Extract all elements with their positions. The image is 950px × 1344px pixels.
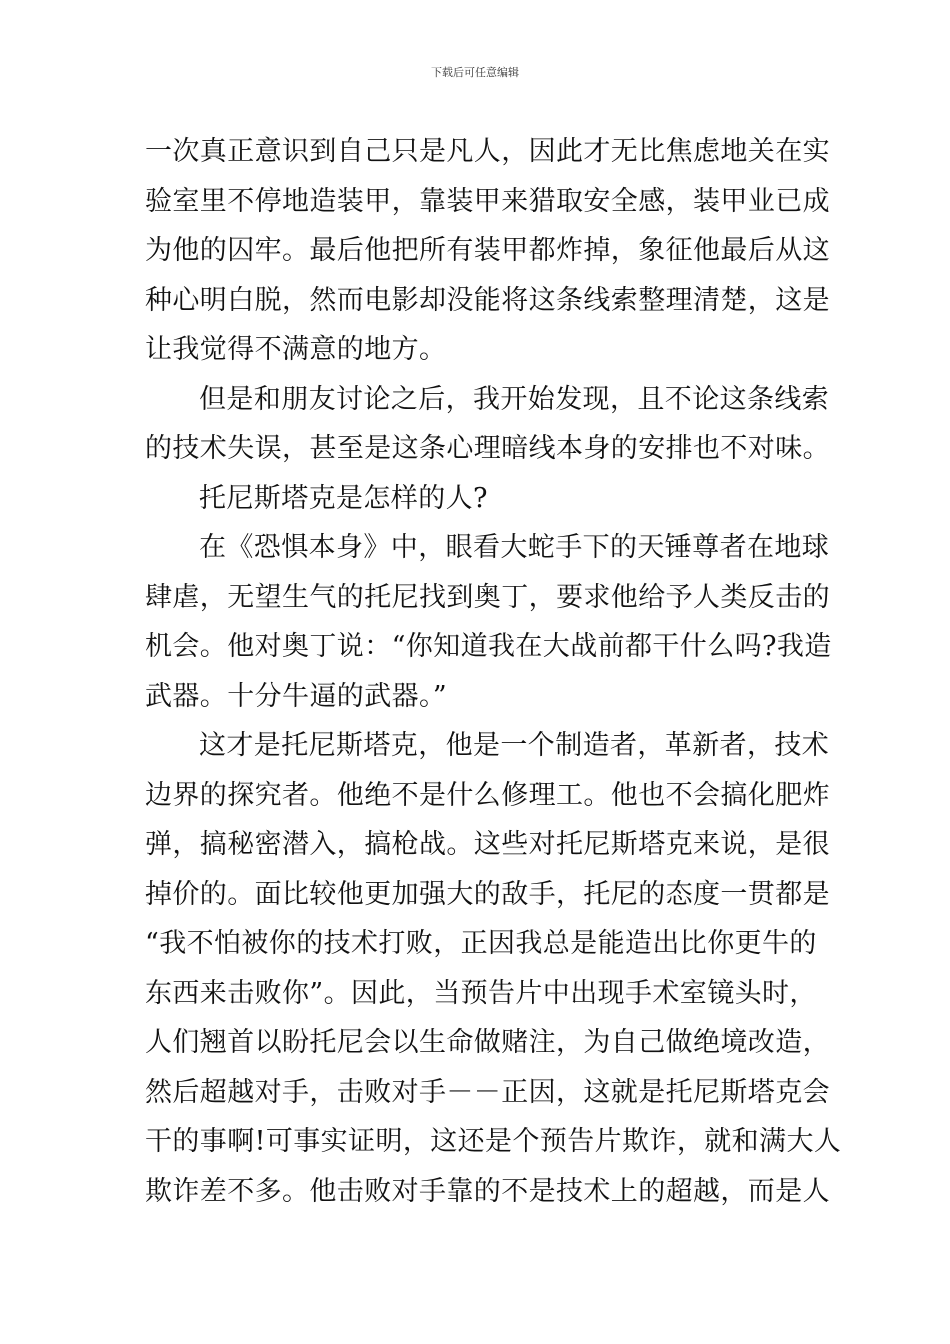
text-line: 武器。十分牛逼的武器。” <box>145 680 448 712</box>
text-line: 欺诈差不多。他击败对手靠的不是技术上的超越，而是人 <box>145 1175 830 1207</box>
text-line: 干的事啊!可事实证明，这还是个预告片欺诈，就和满大人 <box>145 1126 842 1157</box>
document-body <box>145 127 842 1216</box>
text-line: 一次真正意识到自己只是凡人，因此才无比焦虑地关在实 <box>145 136 830 167</box>
text-line: 人们翘首以盼托尼会以生命做赌注，为自己做绝境改造， <box>145 1027 830 1058</box>
text-line: 为他的囚牢。最后他把所有装甲都炸掉，象征他最后从这 <box>145 235 830 266</box>
page-header: 下载后可任意编辑 <box>431 66 519 79</box>
text-line: 然后超越对手，击败对手－－正因，这就是托尼斯塔克会 <box>145 1076 830 1108</box>
text-line: 弹，搞秘密潜入，搞枪战。这些对托尼斯塔克来说，是很 <box>145 829 830 860</box>
text-line: 让我觉得不满意的地方。 <box>145 334 447 365</box>
text-line: 掉价的。面比较他更加强大的敌手，托尼的态度一贯都是 <box>145 878 830 910</box>
text-line: 但是和朋友讨论之后，我开始发现，且不论这条线索 <box>199 383 830 415</box>
text-line: 这才是托尼斯塔克，他是一个制造者，革新者，技术 <box>199 730 830 761</box>
text-line: 在《恐惧本身》中，眼看大蛇手下的天锤尊者在地球 <box>199 532 830 563</box>
text-line: 验室里不停地造装甲，靠装甲来猎取安全感，装甲业已成 <box>145 185 830 217</box>
text-line: 的技术失误，甚至是这条心理暗线本身的安排也不对味。 <box>145 433 830 464</box>
text-line: 边界的探究者。他绝不是什么修理工。他也不会搞化肥炸 <box>145 779 830 811</box>
text-line: 机会。他对奥丁说：“你知道我在大战前都干什么吗?我造 <box>145 631 832 662</box>
text-line: 肆虐，无望生气的托尼找到奥丁，要求他给予人类反击的 <box>145 581 830 613</box>
text-line: 种心明白脱，然而电影却没能将这条线索整理清楚，这是 <box>145 284 830 316</box>
text-line: “我不怕被你的技术打败，正因我总是能造出比你更牛的 <box>145 928 817 959</box>
section-question: 托尼斯塔克是怎样的人? <box>199 482 488 514</box>
text-line: 东西来击败你”。因此，当预告片中出现手术室镜头时， <box>145 977 817 1009</box>
